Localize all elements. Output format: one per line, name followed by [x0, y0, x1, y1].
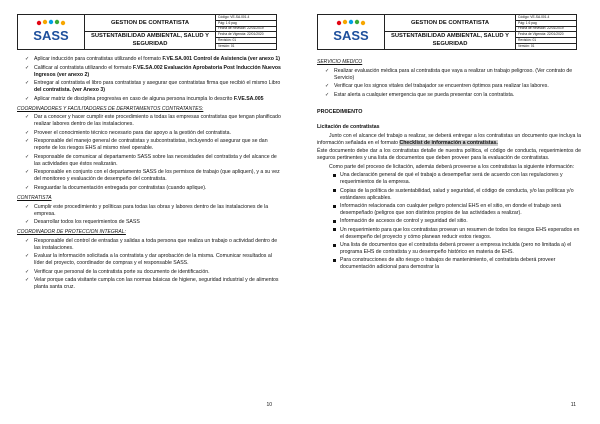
code-line: Revisión: 01: [516, 38, 576, 44]
header-title: GESTION DE CONTRATISTA: [85, 15, 215, 32]
list-item: ✓ Evaluar la información solicitada a la contratista y dar aprobación de la misma. Comunicar resultados al líder del proyecto, coordinador de compras y el responsable SASS.: [17, 253, 281, 267]
sass-logo-icon: [323, 18, 379, 46]
sass-logo-icon: [23, 18, 79, 46]
paragraph: Junto con el alcance del trabajo a realizar, se deberá entregar a los contratistas un documento que incluya la información señalada en el formato Checklist de información a contratistas.: [317, 132, 581, 146]
code-line: Fecha de Revisión: 22/01/2019: [216, 27, 276, 33]
list-item: Una lista de documentos que el contratista deberá proveer a empresa incluida (pero no limitada a) el programa EHS de contratista y su desempeño histórico en materia de EHS.: [317, 242, 581, 256]
document-codes: [516, 15, 576, 49]
list-item: ✓ Calificar al contratista utilizando el formato F.VE.SA.002 Evaluación Aprobatoria Post Inducción Nuevos Ingresos (ver anexo 2): [17, 65, 281, 79]
code-line: Fecha de Vigencia: 22/01/2020: [216, 32, 276, 38]
list-item: ✓ Desarrollar todos los requerimientos de SASS: [17, 219, 281, 226]
document-header: [317, 14, 577, 50]
paragraph: Como parte del proceso de licitación, además deberá proveerse a los contratistas la siguiente información:: [329, 163, 575, 170]
paragraph: Éste documento debe dar a los contratistas detalle de nuestra política, el código de conducta, requerimientos de seguros pertinentes y una lista de documentos que deben proveer para la evaluación de contratistas.: [317, 148, 581, 162]
list-item: ✓ Dar a conocer y hacer cumplir este procedimiento a todas las empresas contratistas que tengan planificado realizar labores dentro de las instalaciones.: [17, 114, 281, 128]
list-item: ✓ Proveer el conocimiento técnico necesario para dar apoyo a la gestión del contratista.: [17, 130, 281, 137]
list-item: Para construcciones de alto riesgo o trabajos de mantenimiento, el contratista deberá proveer documentación adicional para demostrar la: [317, 257, 581, 271]
list-item: ✓ Estar alerta a cualquier emergencia que se pueda presentar con la contratista.: [317, 92, 581, 99]
code-line: Revisión: 01: [216, 38, 276, 44]
code-line: Pág: 1 6 pag: [216, 21, 276, 27]
subsection-title: Licitación de contratistas: [317, 123, 380, 130]
list-item: ✓ Responsable de comunicar al departamento SASS sobre las necesidades del contratista y del alcance de las actividades que éstos realizarán.: [17, 154, 281, 168]
document-codes: [216, 15, 276, 49]
list-item: ✓ Velar porque cada visitante cumpla con las normas básicas de higiene, seguridad industrial y de alimentos planta santa cruz.: [17, 277, 281, 291]
section-title: PROCEDIMIENTO: [317, 108, 363, 115]
list-item: ✓ Resguardar la documentación entregada por contratistas (cuando aplique).: [17, 185, 281, 192]
code-line: Fecha de Vigencia: 22/01/2020: [516, 32, 576, 38]
sass-logo: [18, 15, 85, 49]
list-item: Copias de la política de sustentabilidad, salud y seguridad, el código de conducta, y/o las políticas y/o estándares aplicables.: [317, 188, 581, 202]
sass-logo: [318, 15, 385, 49]
list-item: ✓ Cumplir este procedimiento y políticas para todas las obras y labores dentro de las instalaciones de la empresa.: [17, 204, 281, 218]
list-item: ✓ Entregar al contratista el libro para contratistas y asegurar que contratistas firma que recibió el mismo Libro del contratista. (ver Anexo 3): [17, 80, 281, 94]
svg-text:SASS: SASS: [333, 28, 369, 43]
page-number: 10: [266, 402, 272, 408]
section-header: COORDINADOR DE PROTECCION INTEGRAL:: [17, 229, 126, 236]
list-item: ✓ Verificar que personal de la contratista porte su documento de identificación.: [17, 269, 281, 276]
header-title: GESTION DE CONTRATISTA: [385, 15, 515, 32]
page-number: 11: [570, 402, 576, 408]
left-body: [17, 56, 281, 293]
list-item: Un requerimiento para que los contratistas provean un resumen de todos los riesgos EHS esperados en el desempeño del proyecto y cómo planean reducir estos riesgos.: [317, 227, 581, 241]
right-body: [317, 56, 581, 273]
list-item: ✓ Responsable del manejo general de contratistas y subcontratistas, incluyendo el asegurar que se dan reporte de los riesgos EHS al mismo nivel operable.: [17, 138, 281, 152]
code-line: Código: VE-SA.001.4: [216, 15, 276, 21]
code-line: Código: VE-SA.001.4: [516, 15, 576, 21]
list-item: Información de accesos de control y seguridad del sitio.: [317, 218, 581, 225]
list-item: Una declaración general de qué el trabajo a desempeñar será de acuerdo con las regulaciones y requerimientos de la empresa.: [317, 172, 581, 186]
code-line: Fecha de Revisión: 22/01/2019: [516, 27, 576, 33]
code-line: Pág: 1 6 pag: [516, 21, 576, 27]
code-line: Versión: 01: [518, 44, 535, 48]
svg-text:SASS: SASS: [33, 28, 69, 43]
code-line: Versión: 01: [218, 44, 235, 48]
header-subtitle: SUSTENTABILIDAD AMBIENTAL, SALUD Y SEGURIDAD: [91, 33, 209, 47]
list-item: Información relacionada con cualquier peligro potencial EHS en el sitio, en donde el trabajo será desempeñado (peligros que son distintos propios de las actividades a realizar).: [317, 203, 581, 217]
list-item: ✓ Verificar que los signos vitales del trabajador se encuentren óptimos para realizar las labores.: [317, 83, 581, 90]
header-subtitle: SUSTENTABILIDAD AMBIENTAL, SALUD Y SEGURIDAD: [391, 33, 509, 47]
list-item: ✓ Aplicar inducción para contratistas utilizando el formato F.VE.SA.001 Control de Asistencia (ver anexo 1): [17, 56, 281, 63]
list-item: ✓ Aplicar matriz de disciplina progresiva en caso de alguna persona incumpla lo descrito F.VE.SA.005: [17, 96, 281, 103]
page-right: [300, 0, 600, 424]
highlighted-text: Checklist de información a contratistas.: [399, 139, 498, 146]
document-header: [17, 14, 277, 50]
section-header: CONTRATISTA: [17, 194, 52, 201]
list-item: ✓ Responsable del control de entradas y salidas a toda persona que realiza un trabajo o actividad dentro de las instalaciones.: [17, 238, 281, 252]
list-item: ✓ Realizar evaluación médica para al contratista que vaya a realizar un trabajo peligroso. (Ver contrato de Servicio): [317, 68, 581, 82]
list-item: ✓ Responsable en conjunto con el departamento SASS de los permisos de trabajo (que apliquen), y a su vez del monitoreo y evaluación de desempeño del contratista.: [17, 169, 281, 183]
section-header: SERVICIO MEDICO: [317, 59, 363, 65]
section-header: COORDINADORES Y FACILITADORES DE DEPARTAMENTOS CONTRATANTES:: [17, 105, 204, 112]
